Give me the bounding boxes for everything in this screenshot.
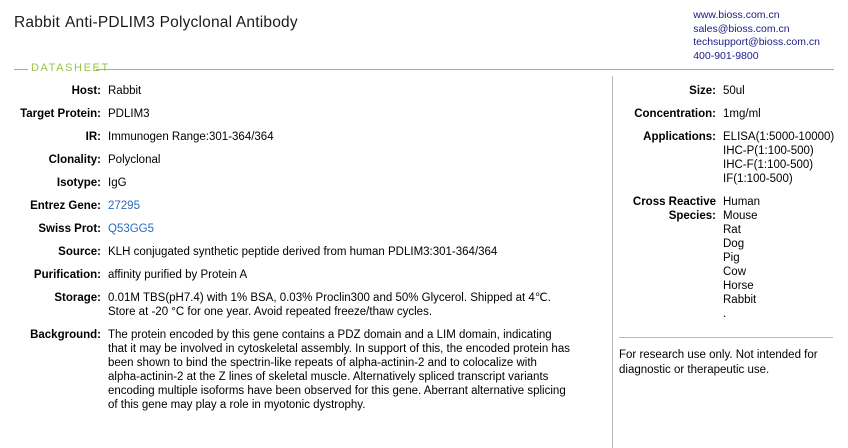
- cross-reactive-label-line1: Cross Reactive: [632, 196, 716, 208]
- field-applications-value: [723, 130, 848, 186]
- background-line-1: The protein encoded by this gene contains a PDZ domain and a LIM domain, indicating: [108, 329, 552, 341]
- field-target-protein-label: Target Protein:: [20, 108, 101, 120]
- field-target-protein-value: PDLIM3: [108, 108, 150, 120]
- field-storage-value: [108, 291, 612, 319]
- field-ir: [0, 130, 612, 144]
- rule-left-segment: [14, 69, 28, 70]
- contact-support-email: techsupport@bioss.com.cn: [693, 36, 820, 48]
- disclaimer: [619, 337, 833, 377]
- field-source: [0, 245, 612, 259]
- species-mouse: Mouse: [723, 210, 758, 222]
- field-source-value: KLH conjugated synthetic peptide derived from human PDLIM3:301-364/364: [108, 246, 498, 258]
- species-dog: Dog: [723, 238, 745, 250]
- field-clonality: [0, 153, 612, 167]
- species-cow: Cow: [723, 266, 747, 278]
- background-line-5: encoding multiple isoforms have been observed for this gene. Aberrant alternative splicing: [108, 385, 566, 397]
- field-storage: [0, 291, 612, 319]
- field-background: [0, 328, 612, 412]
- field-storage-label: Storage:: [54, 292, 101, 304]
- field-size-label: Size:: [689, 85, 716, 97]
- page-title: [14, 8, 298, 32]
- entrez-gene-link[interactable]: 27295: [108, 200, 140, 212]
- species-human: Human: [723, 196, 761, 208]
- field-swiss-prot: [0, 222, 612, 236]
- field-entrez-gene-value: [108, 199, 612, 213]
- species-rabbit: Rabbit: [723, 294, 757, 306]
- field-concentration-value: 1mg/ml: [723, 108, 761, 120]
- field-applications: [619, 130, 848, 186]
- field-size: [619, 84, 848, 98]
- species-pig: Pig: [723, 252, 740, 264]
- field-concentration: [619, 107, 848, 121]
- storage-line-1: 0.01M TBS(pH7.4) with 1% BSA, 0.03% Proclin300 and 50% Glycerol. Shipped at 4℃.: [108, 292, 551, 304]
- field-isotype-label: Isotype:: [56, 177, 101, 189]
- background-line-2: that it may be involved in cytoskeletal assembly. In support of this, the encoded protein has: [108, 343, 570, 355]
- field-clonality-value: Polyclonal: [108, 154, 161, 166]
- datasheet-divider: [0, 62, 848, 76]
- left-column: [0, 84, 612, 448]
- field-concentration-label: Concentration:: [634, 108, 716, 120]
- field-background-label: Background:: [30, 329, 101, 341]
- right-column: [613, 84, 848, 448]
- page-header: [0, 0, 848, 62]
- background-line-4: alpha-actinin-2 at the Z lines of skeletal muscle. Alternatively spliced transcript variants: [108, 371, 549, 383]
- application-elisa: ELISA(1:5000-10000): [723, 131, 835, 143]
- swiss-prot-link[interactable]: Q53GG5: [108, 223, 155, 235]
- application-if: IF(1:100-500): [723, 173, 793, 185]
- field-entrez-gene: [0, 199, 612, 213]
- field-purification-label: Purification:: [33, 269, 101, 281]
- field-cross-reactive-species-label: [619, 195, 723, 321]
- species-horse: Horse: [723, 280, 754, 292]
- field-host-label: Host:: [71, 85, 101, 97]
- field-cross-reactive-species: [619, 195, 848, 321]
- contact-block: [693, 8, 836, 63]
- field-swiss-prot-label: Swiss Prot:: [38, 223, 101, 235]
- field-source-label: Source:: [58, 246, 101, 258]
- field-background-value: [108, 328, 612, 412]
- field-entrez-gene-label: Entrez Gene:: [30, 200, 101, 212]
- application-ihc-f: IHC-F(1:100-500): [723, 159, 814, 171]
- cross-reactive-label-line2: Species:: [668, 210, 716, 222]
- field-purification-value: affinity purified by Protein A: [108, 269, 248, 281]
- field-isotype: [0, 176, 612, 190]
- field-ir-label: IR:: [85, 131, 101, 143]
- disclaimer-line-2: diagnostic or therapeutic use.: [619, 363, 770, 376]
- contact-phone: 400-901-9800: [693, 49, 759, 62]
- field-swiss-prot-value: [108, 222, 612, 236]
- page-title-product: Anti-PDLIM3 Polyclonal Antibody: [65, 14, 298, 31]
- field-applications-label: Applications:: [643, 131, 716, 143]
- disclaimer-line-1: For research use only. Not intended for: [619, 349, 818, 361]
- field-isotype-value: IgG: [108, 177, 127, 189]
- field-target-protein: [0, 107, 612, 121]
- species-extra: .: [723, 308, 727, 320]
- field-host-value: Rabbit: [108, 85, 142, 97]
- datasheet-label: DATASHEET: [31, 62, 110, 74]
- background-line-3: been shown to bind the spectrin-like repeats of alpha-actinin-2 and to colocalize with: [108, 357, 537, 369]
- storage-line-2: Store at -20 °C for one year. Avoid repeated freeze/thaw cycles.: [108, 306, 433, 318]
- field-size-value: 50ul: [723, 85, 745, 97]
- rule-right-segment: [96, 69, 834, 70]
- page-body: [0, 76, 848, 448]
- field-clonality-label: Clonality:: [48, 154, 101, 166]
- contact-sales-email: sales@bioss.com.cn: [693, 22, 790, 35]
- field-cross-reactive-species-value: [723, 195, 848, 321]
- page-title-host: Rabbit: [14, 14, 61, 31]
- field-host: [0, 84, 612, 98]
- contact-website: www.bioss.com.cn: [693, 9, 780, 21]
- species-rat: Rat: [723, 224, 741, 236]
- background-line-6: of this gene may play a role in myotonic dystrophy.: [108, 399, 366, 411]
- field-purification: [0, 268, 612, 282]
- application-ihc-p: IHC-P(1:100-500): [723, 145, 814, 157]
- field-ir-value: Immunogen Range:301-364/364: [108, 131, 274, 143]
